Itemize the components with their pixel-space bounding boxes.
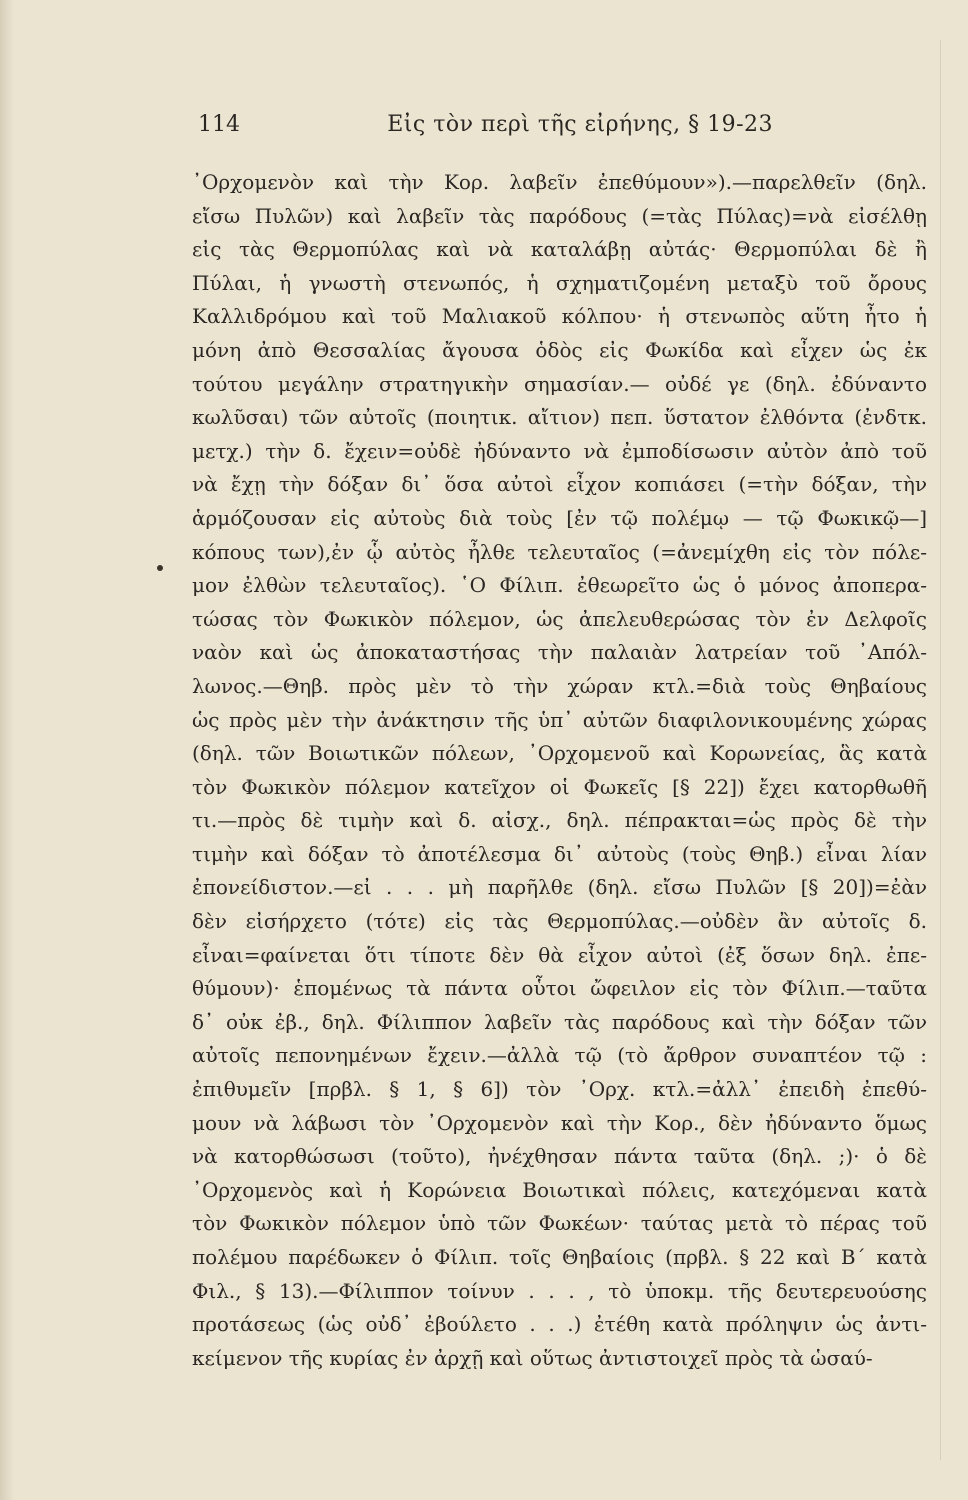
- text-line: θύμουν)· ἑπομένως τὰ πάντα οὗτοι ὤφειλον εἰς τὸν Φίλιπ.—ταῦτα: [192, 976, 927, 1001]
- text-line: δ᾿ οὐκ ἐβ., δηλ. Φίλιππον λαβεῖν τὰς παρόδους καὶ τὴν δόξαν τῶν: [192, 1009, 927, 1034]
- text-line: τι.—πρὸς δὲ τιμὴν καὶ δ. αἰσχ., δηλ. πέπρακται=ὡς πρὸς δὲ τὴν: [192, 808, 927, 833]
- text-line: δὲν εἰσήρχετο (τότε) εἰς τὰς Θερμοπύλας.—οὐδὲν ἂν αὐτοῖς δ.: [192, 909, 927, 934]
- text-line: προτάσεως (ὡς οὐδ᾿ ἐβούλετο . . .) ἐτέθη κατὰ πρόληψιν ὡς ἀντι-: [192, 1312, 927, 1337]
- text-line: Καλλιδρόμου καὶ τοῦ Μαλιακοῦ κόλπου· ἡ στενωπὸς αὕτη ἦτο ἡ: [192, 304, 927, 329]
- page-header: [198, 112, 773, 148]
- margin-mark: [157, 565, 163, 571]
- text-line: Φιλ., § 13).—Φίλιππον τοίνυν . . . , τὸ ὑποκμ. τῆς δευτερευούσης: [192, 1278, 927, 1303]
- page-fold-line: [940, 40, 941, 1460]
- text-line: τώσας τὸν Φωκικὸν πόλεμον, ὡς ἀπελευθερώσας τὸν ἐν Δελφοῖς: [192, 606, 927, 631]
- text-line: λωνος.—Θηβ. πρὸς μὲν τὸ τὴν χώραν κτλ.=διὰ τοὺς Θηβαίους: [192, 673, 927, 698]
- text-line: μετχ.) τὴν δ. ἔχειν=οὐδὲ ἠδύναντο νὰ ἐμποδίσωσιν αὐτὸν ἀπὸ τοῦ: [192, 438, 927, 463]
- text-line: τὸν Φωκικὸν πόλεμον κατεῖχον οἱ Φωκεῖς [§ 22]) ἔχει κατορθωθῆ: [192, 774, 927, 799]
- commentary-text: [192, 166, 927, 1375]
- text-line: (δηλ. τῶν Βοιωτικῶν πόλεων, ᾿Ορχομενοῦ καὶ Κορωνείας, ἃς κατὰ: [192, 741, 927, 766]
- text-line: εἴσω Πυλῶν) καὶ λαβεῖν τὰς παρόδους (=τὰς Πύλας)=νὰ εἰσέλθῃ: [192, 203, 927, 228]
- text-line: πολέμου παρέδωκεν ὁ Φίλιπ. τοῖς Θηβαίοις (πρβλ. § 22 καὶ Β΄ κατὰ: [192, 1245, 927, 1269]
- text-line: ᾿Ορχομενὸς καὶ ἡ Κορώνεια Βοιωτικαὶ πόλεις, κατεχόμεναι κατὰ: [192, 1177, 927, 1202]
- page-gutter-shadow: [0, 0, 14, 1500]
- text-line: ἐπιθυμεῖν [πρβλ. § 1, § 6]) τὸν ᾿Ορχ. κτλ.=ἀλλ᾿ ἐπειδὴ ἐπεθύ-: [192, 1077, 927, 1102]
- text-line: τιμὴν καὶ δόξαν τὸ ἀποτέλεσμα δι᾿ αὐτοὺς (τοὺς Θηβ.) εἶναι λίαν: [192, 841, 927, 866]
- text-line: ἐπονείδιστον.—εἰ . . . μὴ παρῆλθε (δηλ. εἴσω Πυλῶν [§ 20])=ἐὰν: [192, 875, 927, 900]
- text-line: μόνη ἀπὸ Θεσσαλίας ἄγουσα ὁδὸς εἰς Φωκίδα καὶ εἶχεν ὡς ἐκ: [192, 337, 927, 362]
- text-line: εἰς τὰς Θερμοπύλας καὶ νὰ καταλάβῃ αὐτάς· Θερμοπύλαι δὲ ἢ: [192, 237, 927, 262]
- text-line: ᾿Ορχομενὸν καὶ τὴν Κορ. λαβεῖν ἐπεθύμουν»).—παρελθεῖν (δηλ.: [192, 170, 927, 194]
- text-line: τούτου μεγάλην στρατηγικὴν σημασίαν.— οὐδέ γε (δηλ. ἐδύναντο: [192, 371, 927, 396]
- running-title: Εἰς τὸν περὶ τῆς εἰρήνης, § 19-23: [387, 112, 773, 137]
- text-line: νὰ ἔχῃ τὴν δόξαν δι᾿ ὅσα αὐτοὶ εἶχον κοπιάσει (=τὴν δόξαν, τὴν: [192, 472, 927, 497]
- text-line: ὡς πρὸς μὲν τὴν ἀνάκτησιν τῆς ὑπ᾿ αὐτῶν διαφιλονικουμένης χώρας: [192, 707, 927, 732]
- text-line: μουν νὰ λάβωσι τὸν ᾿Ορχομενὸν καὶ τὴν Κορ., δὲν ἠδύναντο ὅμως: [192, 1110, 927, 1135]
- text-line: νὰ κατορθώσωσι (τοῦτο), ἠνέχθησαν πάντα ταῦτα (δηλ. ;)· ὁ δὲ: [192, 1144, 927, 1169]
- text-line: ἁρμόζουσαν εἰς αὐτοὺς διὰ τοὺς [ἐν τῷ πολέμῳ — τῷ Φωκικῷ—]: [192, 505, 927, 530]
- text-line: τὸν Φωκικὸν πόλεμον ὑπὸ τῶν Φωκέων· ταύτας μετὰ τὸ πέρας τοῦ: [192, 1211, 927, 1236]
- text-line: μον ἐλθὼν τελευταῖος). ῾Ο Φίλιπ. ἐθεωρεῖτο ὡς ὁ μόνος ἀποπερα-: [192, 573, 927, 598]
- text-line: ναὸν καὶ ὡς ἀποκαταστήσας τὴν παλαιὰν λατρείαν τοῦ ᾿Απόλ-: [192, 640, 927, 665]
- text-line: Πύλαι, ἡ γνωστὴ στενωπός, ἡ σχηματιζομένη μεταξὺ τοῦ ὄρους: [192, 270, 927, 295]
- text-line: εἶναι=φαίνεται ὅτι τίποτε δὲν θὰ εἶχον αὐτοὶ (ἐξ ὅσων δηλ. ἐπε-: [192, 942, 927, 967]
- text-line: κόπους των),ἐν ᾧ αὐτὸς ἦλθε τελευταῖος (=ἀνεμίχθη εἰς τὸν πόλε-: [192, 539, 927, 564]
- text-line: κωλῦσαι) τῶν αὐτοῖς (ποιητικ. αἴτιον) πεπ. ὕστατον ἐλθόντα (ἐνδτκ.: [192, 405, 927, 430]
- page-number: 114: [198, 112, 240, 137]
- text-line: κείμενον τῆς κυρίας ἐν ἀρχῇ καὶ οὕτως ἀντιστοιχεῖ πρὸς τὰ ὡσαύ-: [192, 1345, 873, 1370]
- text-line: αὐτοῖς πεπονημένων ἔχειν.—ἀλλὰ τῷ (τὸ ἄρθρον συναπτέον τῷ :: [192, 1043, 927, 1068]
